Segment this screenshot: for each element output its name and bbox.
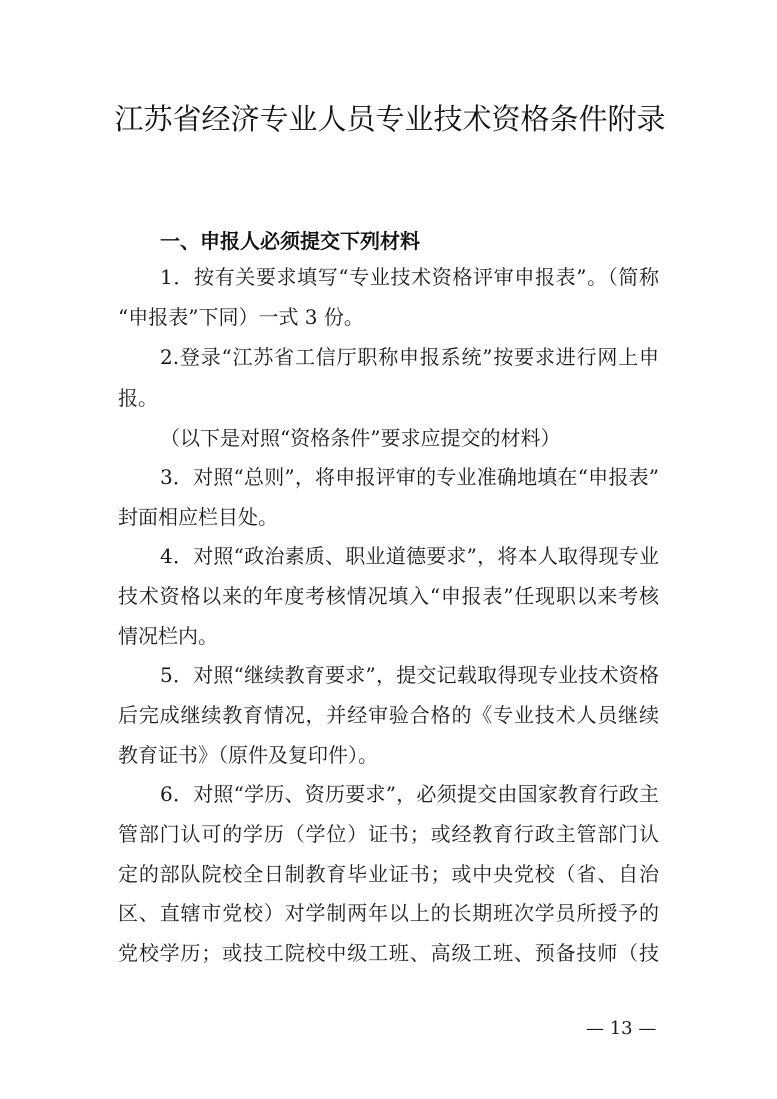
page-number: — 13 — <box>586 1018 657 1039</box>
paragraph-line: 技术资格以来的年度考核情况填入“申报表”任现职以来考核 <box>118 584 659 608</box>
paragraph-line: 5．对照“继续教育要求”，提交记载取得现专业技术资格 <box>160 663 659 687</box>
paragraph-line: 3．对照“总则”，将申报评审的专业准确地填在“申报表” <box>160 465 659 489</box>
paragraph-line: 情况栏内。 <box>118 624 218 648</box>
paragraph-line: “申报表”下同）一式 3 份。 <box>118 305 364 329</box>
paragraph-line: 区、直辖市党校）对学制两年以上的长期班次学员所授予的 <box>118 901 659 925</box>
document-title: 江苏省经济专业人员专业技术资格条件附录 <box>114 102 666 136</box>
paragraph-line: （以下是对照“资格条件”要求应提交的材料） <box>160 426 561 450</box>
paragraph-line: 1．按有关要求填写“专业技术资格评审申报表”。（简称 <box>160 265 659 289</box>
paragraph-line: 封面相应栏目处。 <box>118 505 278 529</box>
paragraph-line: 2.登录“江苏省工信厅职称申报系统”按要求进行网上申 <box>160 345 659 369</box>
paragraph-line: 后完成继续教育情况，并经审验合格的《专业技术人员继续 <box>118 703 659 727</box>
paragraph-line: 党校学历；或技工院校中级工班、高级工班、预备技师（技 <box>118 941 659 965</box>
paragraph-line: 6．对照“学历、资历要求”，必须提交由国家教育行政主 <box>160 782 659 806</box>
paragraph-line: 报。 <box>118 386 158 410</box>
paragraph-line: 定的部队院校全日制教育毕业证书；或中央党校（省、自治 <box>118 862 659 886</box>
section-heading: 一、申报人必须提交下列材料 <box>160 229 420 253</box>
paragraph-line: 教育证书》（原件及复印件）。 <box>118 743 378 767</box>
paragraph-line: 4．对照“政治素质、职业道德要求”，将本人取得现专业 <box>160 544 659 568</box>
paragraph-line: 管部门认可的学历（学位）证书；或经教育行政主管部门认 <box>118 822 659 846</box>
